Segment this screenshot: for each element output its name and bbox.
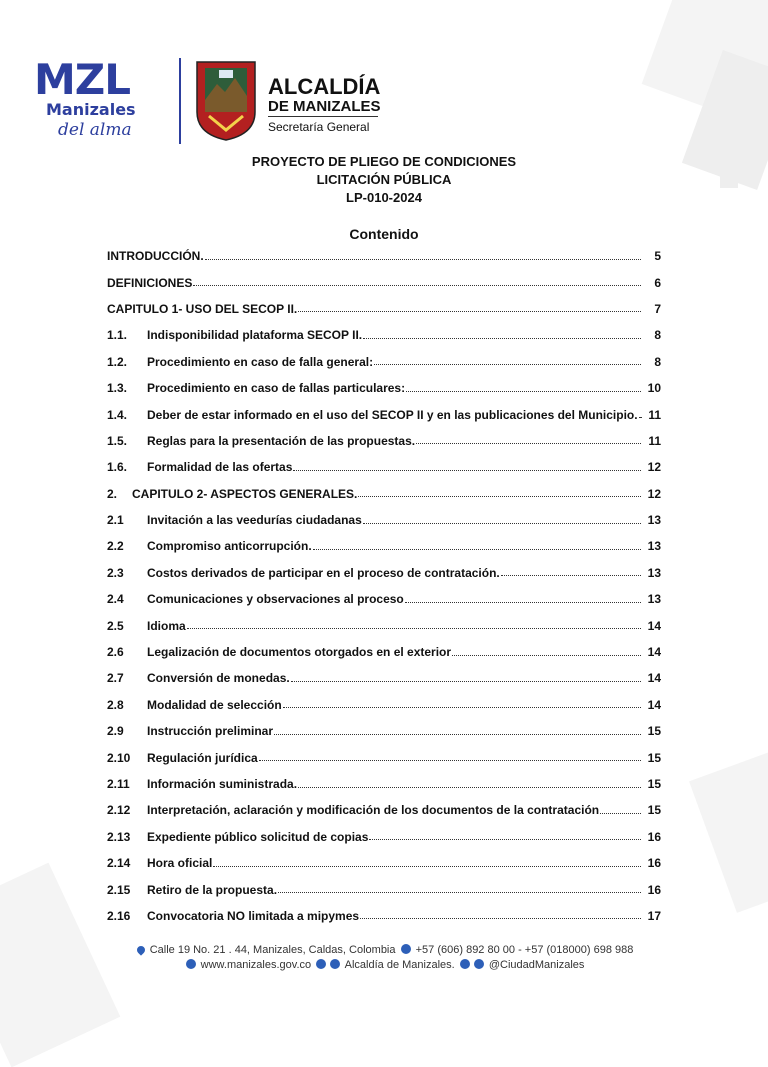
facebook-icon — [330, 959, 340, 969]
toc-entry-number: 2. — [107, 486, 118, 501]
instagram-icon — [316, 959, 326, 969]
toc-entry-number: 1.1. — [107, 328, 128, 343]
toc-entry[interactable] — [107, 322, 661, 348]
toc-entry-label: Información suministrada. — [147, 777, 298, 791]
toc-entry-page: 11 — [648, 433, 661, 448]
toc-entry-number: 2.2 — [107, 539, 124, 554]
toc-leader-dots — [213, 866, 641, 867]
toc-entry[interactable] — [107, 612, 661, 638]
phone-icon — [401, 944, 411, 954]
toc-entry[interactable] — [107, 560, 661, 586]
mzl-logo — [32, 55, 172, 148]
toc-entry-label: Regulación jurídica — [147, 750, 258, 765]
toc-entry-page: 17 — [647, 908, 661, 923]
toc-entry[interactable] — [107, 876, 661, 902]
mzl-logo-text: MZL — [34, 55, 131, 104]
toc-entry-label: Interpretación, aclaración y modificación de los documentos de la contratación — [147, 803, 600, 818]
toc-entry-label: Hora oficial — [147, 856, 213, 871]
toc-leader-dots — [416, 443, 641, 444]
toc-entry-number: 1.6. — [107, 460, 128, 475]
toc-leader-dots — [501, 575, 641, 576]
toc-entry-number: 2.11 — [107, 777, 130, 791]
toc-entry-page: 13 — [647, 539, 661, 554]
alcaldia-title: ALCALDÍA — [268, 74, 381, 99]
toc-entry[interactable] — [107, 744, 661, 770]
toc-leader-dots — [374, 364, 641, 365]
toc-entry-label: CAPITULO 1- USO DEL SECOP II. — [107, 301, 298, 316]
mzl-logo-script: del alma — [58, 120, 132, 140]
toc-leader-dots — [193, 285, 641, 286]
toc-entry-page: 10 — [647, 381, 661, 396]
toc-entry-label: Convocatoria NO limitada a mipymes — [147, 908, 360, 923]
toc-entry-number: 2.7 — [107, 671, 124, 686]
alcaldia-subtitle: DE MANIZALES — [268, 98, 381, 115]
toc-entry-label: Compromiso anticorrupción. — [147, 539, 312, 554]
document-title-line3: LP-010-2024 — [346, 190, 422, 205]
toc-leader-dots — [187, 628, 641, 629]
contents-heading: Contenido — [349, 226, 419, 242]
globe-icon — [186, 959, 196, 969]
coat-of-arms-icon — [195, 60, 257, 142]
toc-entry-page: 11 — [648, 407, 661, 422]
toc-entry-page: 12 — [647, 486, 661, 501]
toc-entry[interactable] — [107, 665, 661, 691]
toc-entry-label: Conversión de monedas. — [147, 671, 290, 686]
toc-leader-dots — [274, 734, 641, 735]
x-icon — [460, 959, 470, 969]
toc-entry-page: 12 — [647, 460, 661, 475]
toc-entry[interactable] — [107, 639, 661, 665]
toc-leader-dots — [406, 391, 641, 392]
toc-entry-number: 1.3. — [107, 381, 128, 396]
toc-leader-dots — [259, 760, 641, 761]
toc-entry[interactable] — [107, 454, 661, 480]
toc-entry[interactable] — [107, 797, 661, 823]
toc-entry-label: Comunicaciones y observaciones al proceso — [147, 592, 404, 607]
mzl-logo-subtext: Manizales — [46, 100, 136, 119]
toc-entry-number: 2.6 — [107, 645, 124, 660]
toc-leader-dots — [363, 523, 641, 524]
toc-entry-label: Expediente público solicitud de copias — [147, 829, 369, 844]
toc-entry-page: 16 — [647, 829, 661, 844]
toc-entry-number: 1.4. — [107, 407, 128, 422]
toc-leader-dots — [283, 707, 641, 708]
footer-phones: +57 (606) 892 80 00 - +57 (018000) 698 988 — [415, 944, 634, 956]
toc-leader-dots — [452, 655, 641, 656]
toc-leader-dots — [313, 549, 641, 550]
document-title-line2: LICITACIÓN PÚBLICA — [316, 172, 452, 187]
toc-entry-number: 1.5. — [107, 433, 128, 448]
toc-entry-label: INTRODUCCIÓN. — [107, 249, 204, 264]
footer-contact-line — [0, 944, 768, 956]
toc-entry-label: Procedimiento en caso de falla general: — [147, 354, 374, 369]
toc-entry-label: DEFINICIONES — [107, 275, 193, 290]
toc-leader-dots — [639, 417, 641, 418]
toc-entry[interactable] — [107, 428, 661, 454]
toc-entry[interactable] — [107, 718, 661, 744]
toc-leader-dots — [363, 338, 641, 339]
toc-entry-page: 16 — [647, 856, 661, 871]
toc-entry[interactable] — [107, 269, 661, 295]
footer-facebook: Alcaldía de Manizales. — [344, 959, 455, 971]
toc-entry-page: 8 — [654, 354, 661, 369]
toc-entry-page: 16 — [647, 882, 661, 897]
toc-entry-label: Modalidad de selección — [147, 697, 282, 712]
alcaldia-secretaria: Secretaría General — [268, 120, 370, 134]
toc-leader-dots — [293, 470, 641, 471]
toc-entry-page: 5 — [654, 249, 661, 264]
toc-entry-label: Instrucción preliminar — [147, 724, 274, 739]
table-of-contents — [107, 243, 661, 929]
toc-entry-page: 15 — [647, 803, 661, 818]
toc-entry-page: 13 — [647, 513, 661, 528]
toc-entry-page: 7 — [654, 301, 661, 316]
youtube-icon — [474, 959, 484, 969]
toc-entry-number: 2.4 — [107, 592, 124, 607]
toc-entry[interactable] — [107, 349, 661, 375]
toc-leader-dots — [205, 259, 641, 260]
toc-leader-dots — [298, 311, 641, 312]
toc-leader-dots — [360, 918, 641, 919]
toc-entry-number: 2.3 — [107, 565, 124, 580]
toc-entry[interactable] — [107, 296, 661, 322]
toc-entry-label: Formalidad de las ofertas — [147, 460, 293, 475]
toc-entry-number: 2.16 — [107, 908, 131, 923]
toc-entry[interactable] — [107, 771, 661, 797]
toc-entry[interactable] — [107, 533, 661, 559]
toc-entry[interactable] — [107, 903, 661, 929]
toc-entry[interactable] — [107, 481, 661, 507]
header-divider — [179, 58, 181, 144]
toc-entry-label: Legalización de documentos otorgados en el exterior — [147, 645, 452, 660]
toc-entry-page: 8 — [654, 328, 661, 343]
toc-entry[interactable] — [107, 824, 661, 850]
toc-entry-number: 2.14 — [107, 856, 131, 871]
toc-entry-label: CAPITULO 2- ASPECTOS GENERALES. — [132, 486, 358, 501]
toc-entry-page: 13 — [647, 565, 661, 580]
toc-entry-page: 14 — [647, 671, 661, 686]
toc-leader-dots — [278, 892, 641, 893]
toc-entry-label: Reglas para la presentación de las propuestas. — [147, 433, 416, 448]
toc-entry-page: 15 — [647, 724, 661, 739]
toc-entry[interactable] — [107, 507, 661, 533]
toc-leader-dots — [358, 496, 641, 497]
toc-leader-dots — [600, 813, 641, 814]
toc-entry-label: Retiro de la propuesta. — [147, 882, 278, 897]
toc-entry-page: 14 — [647, 697, 661, 712]
decor-shape — [689, 747, 768, 913]
toc-entry-page: 14 — [647, 618, 661, 633]
toc-entry-number: 2.8 — [107, 697, 124, 712]
toc-entry-label: Idioma — [147, 618, 186, 633]
toc-entry-number: 2.15 — [107, 882, 131, 897]
location-icon — [135, 944, 146, 955]
toc-entry-page: 14 — [647, 645, 661, 660]
document-title-line1: PROYECTO DE PLIEGO DE CONDICIONES — [251, 154, 517, 169]
toc-entry-page: 15 — [647, 750, 661, 765]
toc-leader-dots — [369, 839, 641, 840]
footer-website[interactable]: www.manizales.gov.co — [200, 959, 312, 971]
toc-entry-number: 1.2. — [107, 354, 128, 369]
footer-address: Calle 19 No. 21 . 44, Manizales, Caldas, Colombia — [149, 944, 396, 956]
toc-entry-number: 2.12 — [107, 803, 131, 818]
footer-social: @CiudadManizales — [488, 959, 585, 971]
toc-entry[interactable] — [107, 243, 661, 269]
toc-entry-label: Costos derivados de participar en el proceso de contratación. — [147, 565, 500, 580]
toc-entry-label: Procedimiento en caso de fallas particulares: — [147, 381, 406, 396]
toc-leader-dots — [405, 602, 641, 603]
toc-entry-label: Invitación a las veedurías ciudadanas — [147, 513, 362, 528]
toc-entry[interactable] — [107, 375, 661, 401]
toc-entry-page: 15 — [647, 777, 661, 791]
toc-entry-page: 6 — [654, 275, 661, 290]
toc-entry-number: 2.5 — [107, 618, 124, 633]
toc-entry[interactable] — [107, 850, 661, 876]
toc-entry[interactable] — [107, 692, 661, 718]
alcaldia-rule — [268, 116, 378, 117]
toc-entry-number: 2.9 — [107, 724, 124, 739]
toc-leader-dots — [291, 681, 641, 682]
toc-entry-number: 2.1 — [107, 513, 124, 528]
toc-entry-number: 2.10 — [107, 750, 131, 765]
footer-web-line — [0, 959, 768, 971]
toc-entry-page: 13 — [647, 592, 661, 607]
toc-leader-dots — [298, 787, 641, 788]
toc-entry-label: Indisponibilidad plataforma SECOP II. — [147, 328, 363, 343]
toc-entry-label: Deber de estar informado en el uso del SECOP II y en las publicaciones del Municipio. — [147, 407, 638, 422]
toc-entry[interactable] — [107, 401, 661, 427]
toc-entry[interactable] — [107, 586, 661, 612]
toc-entry-number: 2.13 — [107, 829, 131, 844]
